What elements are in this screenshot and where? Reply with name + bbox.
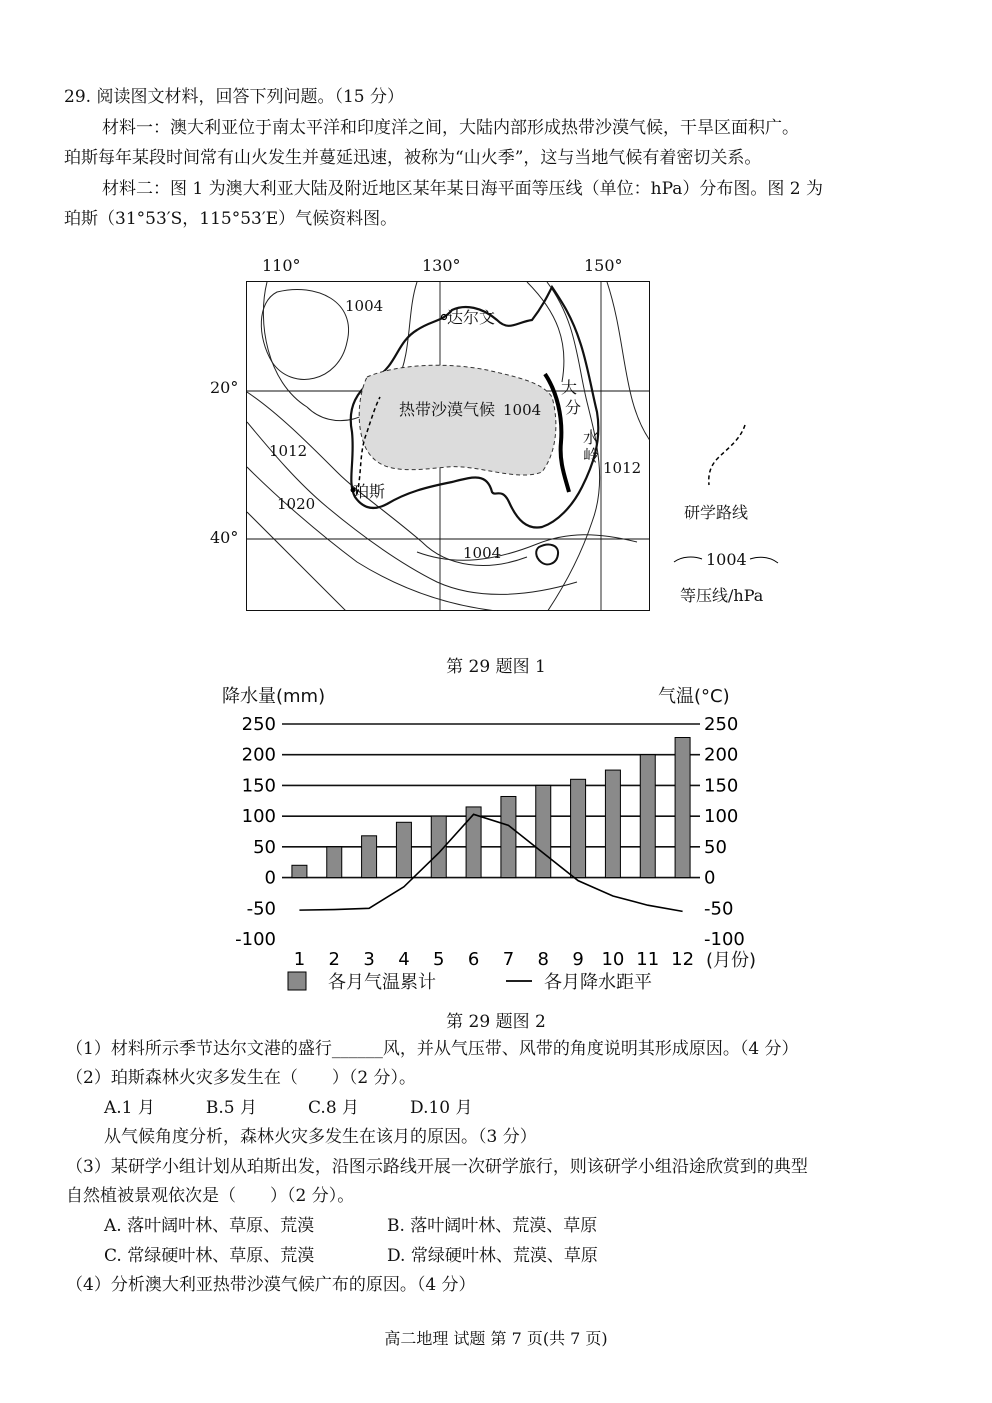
y-axis-label-right: 气温(°C): [658, 686, 730, 707]
isobar-top-left: [261, 289, 348, 379]
legend-route-symbol: [700, 420, 760, 490]
x-tick-label: 6: [467, 949, 480, 970]
question-title: 29. 阅读图文材料，回答下列问题。（15 分）: [64, 87, 404, 107]
temperature-bar: [292, 865, 307, 877]
subquestion-4: （4）分析澳大利亚热带沙漠气候广布的原因。（4 分）: [66, 1275, 476, 1295]
temperature-bar: [466, 807, 481, 878]
subquestion-1: （1）材料所示季节达尔文港的盛行______风，并从气压带、风带的角度说明其形成原因。（4 分）: [66, 1039, 799, 1059]
subquestion-2-options: A.1 月 B.5 月 C.8 月 D.10 月: [104, 1098, 473, 1118]
subquestion-2: （2）珀斯森林火灾多发生在（ ）（2 分）。: [66, 1068, 417, 1088]
desert-label: 热带沙漠气候: [399, 400, 496, 419]
legend-bar-swatch: [288, 972, 306, 990]
range-char-3: 水: [583, 428, 600, 447]
material1-line1: 材料一：澳大利亚位于南太平洋和印度洋之间，大陆内部形成热带沙漠气候，干旱区面积广。: [102, 118, 799, 138]
isobar-west-4: [247, 512, 347, 611]
x-tick-label: 5: [433, 949, 445, 970]
material2-line1: 材料二：图 1 为澳大利亚大陆及附近地区某年某日海平面等压线（单位：hPa）分布图。图 2 为: [102, 179, 824, 199]
y-tick-right: -100: [704, 929, 745, 950]
temperature-bar: [675, 738, 690, 878]
subquestion-3-option-a: A. 落叶阔叶林、草原、荒漠: [104, 1216, 315, 1236]
material2-line2: 珀斯（31°53′S，115°53′E）气候资料图。: [64, 209, 398, 229]
x-tick-label: 12: [671, 949, 695, 970]
isobar-label-1012-left: 1012: [269, 442, 308, 460]
material1-line2: 珀斯每年某段时间常有山火发生并蔓延迅速，被称为“山火季”，这与当地气候有着密切关系。: [64, 148, 762, 168]
figure1-caption: 第 29 题图 1: [446, 657, 546, 677]
isobar-label-1004-top: 1004: [345, 297, 384, 315]
y-tick-left: -100: [235, 929, 276, 950]
temperature-bar: [536, 785, 551, 877]
x-tick-label: 3: [363, 949, 375, 970]
perth-label: 珀斯: [353, 482, 386, 501]
subquestion-3-line1: （3）某研学小组计划从珀斯出发，沿图示路线开展一次研学旅行，则该研学小组沿途欣赏到的典型: [66, 1157, 808, 1177]
subquestion-3-option-c: C. 常绿硬叶林、草原、荒漠: [104, 1246, 315, 1266]
temperature-bar: [501, 796, 516, 877]
subquestion-3-option-b: B. 落叶阔叶林、荒漠、草原: [387, 1216, 598, 1236]
x-tick-label: 9: [572, 949, 584, 970]
temperature-bar: [396, 822, 411, 877]
x-tick-label: 1: [293, 949, 306, 970]
x-tick-label: 10: [601, 949, 625, 970]
tropical-desert-zone: [359, 365, 556, 475]
y-tick-right: 50: [704, 836, 727, 858]
y-tick-right: 100: [704, 806, 739, 828]
subquestion-2-follow: 从气候角度分析，森林火灾多发生在该月的原因。（3 分）: [104, 1127, 537, 1147]
legend-bar-label: 各月气温累计: [328, 972, 436, 993]
temperature-bar: [571, 779, 586, 877]
y-axis-label-left: 降水量(mm): [222, 686, 326, 707]
y-tick-right: 250: [704, 714, 739, 735]
page-footer: 高二地理 试题 第 7 页(共 7 页): [384, 1329, 608, 1348]
y-tick-left: -50: [246, 898, 276, 920]
x-tick-label: 11: [636, 949, 660, 970]
lon-label-110: 110°: [262, 256, 301, 275]
y-tick-left: 50: [253, 836, 276, 858]
range-char-4: 岭: [583, 446, 600, 465]
legend-line-label: 各月降水距平: [544, 972, 652, 993]
darwin-label: 达尔文: [447, 308, 496, 327]
isobar-label-1020: 1020: [277, 495, 316, 513]
isobar-label-1004-bottom: 1004: [463, 544, 502, 562]
subquestion-3-line2: 自然植被景观依次是（ ）（2 分）。: [66, 1186, 355, 1206]
y-tick-right: -50: [704, 898, 734, 920]
y-tick-left: 100: [241, 806, 276, 828]
isobar-east-3: [607, 282, 650, 442]
tasmania: [536, 545, 558, 565]
lon-label-130: 130°: [422, 256, 461, 275]
y-tick-left: 250: [241, 714, 276, 735]
x-axis-label: (月份): [706, 950, 757, 971]
x-tick-label: 4: [398, 949, 410, 970]
y-tick-right: 150: [704, 775, 739, 797]
y-tick-left: 0: [264, 867, 276, 889]
legend-route-label: 研学路线: [684, 503, 749, 522]
range-char-2: 分: [565, 398, 582, 417]
x-tick-label: 8: [537, 949, 549, 970]
y-tick-right: 200: [704, 744, 739, 766]
isobar-label-1004-mid: 1004: [503, 401, 542, 419]
lat-label-20: 20°: [210, 378, 239, 397]
y-tick-left: 150: [241, 775, 276, 797]
temperature-bar: [362, 836, 377, 878]
precipitation-anomaly-line: [299, 814, 682, 911]
isobar-map: [246, 281, 650, 611]
temperature-bar: [605, 770, 620, 878]
legend-isobar-value: 1004: [706, 550, 747, 569]
climate-chart: [210, 682, 770, 994]
x-tick-label: 2: [328, 949, 340, 970]
climate-chart-svg: [210, 682, 770, 994]
figure2-caption: 第 29 题图 2: [446, 1012, 546, 1032]
x-tick-label: 7: [502, 949, 515, 970]
lon-label-150: 150°: [584, 256, 623, 275]
legend-isobar-label: 等压线/hPa: [680, 586, 764, 605]
isobar-label-1012-right: 1012: [603, 459, 642, 477]
lat-label-40: 40°: [210, 528, 239, 547]
temperature-bar: [327, 847, 342, 878]
range-char-1: 大: [561, 378, 578, 397]
y-tick-right: 0: [704, 867, 716, 889]
y-tick-left: 200: [241, 744, 276, 766]
temperature-bar: [640, 755, 655, 878]
subquestion-3-option-d: D. 常绿硬叶林、荒漠、草原: [387, 1246, 598, 1266]
